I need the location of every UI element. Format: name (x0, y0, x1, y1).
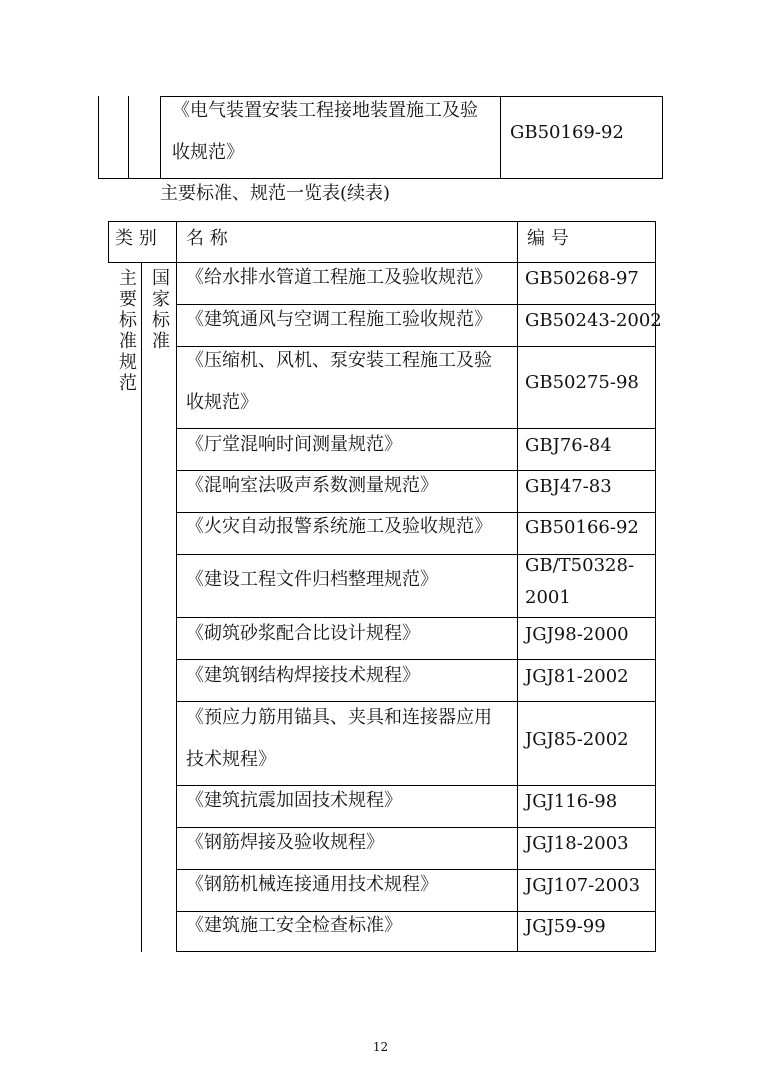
row-name: 《建筑通风与空调工程施工验收规范》 (186, 309, 492, 330)
row-name: 《砌筑砂浆配合比设计规程》 (186, 623, 420, 644)
table-border (176, 428, 656, 429)
table-border (176, 911, 656, 912)
header-category: 类 别 (115, 228, 157, 249)
header-name: 名 称 (186, 228, 228, 249)
row-name: 《厅堂混响时间测量规范》 (186, 434, 402, 455)
row-name: 《钢筋焊接及验收规程》 (186, 832, 384, 853)
row-code: GB50275-98 (525, 372, 639, 393)
row-code: GBJ76-84 (525, 435, 612, 456)
row-name: 《混响室法吸声系数测量规范》 (186, 475, 438, 496)
table-border (160, 96, 161, 179)
row-name: 《建筑钢结构焊接技术规程》 (186, 665, 420, 686)
row-code: GB50243-2002 (525, 310, 662, 331)
table-border (160, 96, 663, 97)
table-border (98, 178, 663, 179)
category-inner-label: 国家标准 (152, 268, 170, 352)
page-number: 12 (372, 1040, 389, 1054)
row-code: GBJ47-83 (525, 476, 612, 497)
row-code-line2: 2001 (525, 587, 571, 608)
row-code: JGJ59-99 (525, 916, 606, 937)
row-name: 《建筑施工安全检查标准》 (186, 915, 402, 936)
continued-row-code: GB50169-92 (510, 122, 624, 143)
table-border (176, 701, 656, 702)
table-border (176, 221, 177, 952)
row-code: JGJ81-2002 (525, 666, 629, 687)
row-name-line2: 收规范》 (186, 392, 258, 413)
table-border (176, 617, 656, 618)
table-border (108, 262, 656, 263)
continued-row-name-line1: 《电气装置安装工程接地装置施工及验 (172, 100, 478, 121)
table-border (128, 96, 129, 179)
table-border (517, 221, 518, 952)
row-name: 《火灾自动报警系统施工及验收规范》 (186, 516, 492, 537)
row-name-line2: 技术规程》 (186, 749, 276, 770)
table-border (108, 221, 109, 263)
row-code-line1: GB/T50328- (525, 555, 635, 576)
table-border (176, 869, 656, 870)
table-border (98, 96, 99, 179)
table-border (176, 346, 656, 347)
row-name: 《建设工程文件归档整理规范》 (186, 569, 438, 590)
row-name: 《建筑抗震加固技术规程》 (186, 790, 402, 811)
category-outer-label: 主要标准规范 (119, 268, 137, 394)
table-border (176, 659, 656, 660)
row-name-line1: 《压缩机、风机、泵安装工程施工及验 (186, 350, 492, 371)
row-name: 《给水排水管道工程施工及验收规范》 (186, 267, 492, 288)
continued-row-name-line2: 收规范》 (172, 142, 244, 163)
row-code: GB50166-92 (525, 517, 639, 538)
header-code: 编 号 (527, 228, 569, 249)
row-code: JGJ116-98 (525, 791, 618, 812)
row-name: 《钢筋机械连接通用技术规程》 (186, 874, 438, 895)
row-code: JGJ98-2000 (525, 624, 629, 645)
row-code: JGJ18-2003 (525, 833, 629, 854)
table-border (500, 96, 501, 179)
table-border (176, 951, 656, 952)
table-border (108, 221, 656, 222)
table-border (176, 304, 656, 305)
table-border (176, 512, 656, 513)
row-code: GB50268-97 (525, 268, 639, 289)
row-name-line1: 《预应力筋用锚具、夹具和连接器应用 (186, 707, 492, 728)
table-border (662, 96, 663, 179)
table-border (141, 263, 142, 952)
row-code: JGJ85-2002 (525, 729, 629, 750)
table-caption: 主要标准、规范一览表(续表) (160, 183, 391, 204)
table-border (176, 470, 656, 471)
table-border (176, 785, 656, 786)
row-code: JGJ107-2003 (525, 875, 641, 896)
table-border (176, 827, 656, 828)
